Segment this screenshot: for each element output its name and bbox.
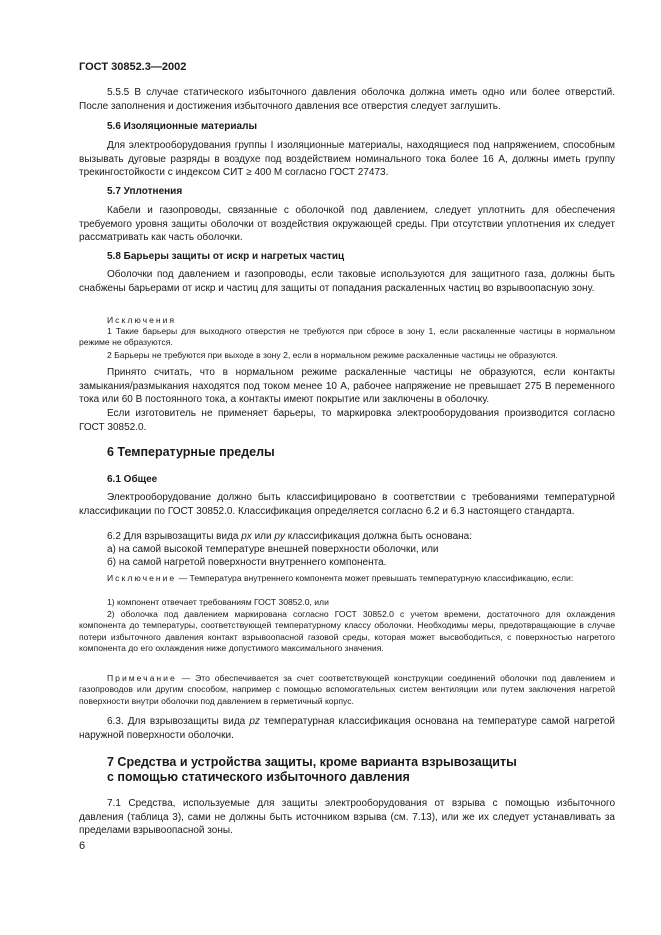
exception-6-2 <box>79 573 615 584</box>
exception-6-2-label: Исключение <box>107 573 177 583</box>
note-6-2 <box>79 673 615 707</box>
paragraph-5-8-c: Если изготовитель не применяет барьеры, то маркировка электрооборудования производится согласно ГОСТ 30852.0. <box>79 408 615 433</box>
note-label: Примечание <box>107 673 177 683</box>
heading-6: 6 Температурные пределы <box>107 445 275 459</box>
paragraph-6-1: Электрооборудование должно быть классифицировано в соответствии с требованиями температурной классификации по ГОСТ 30852.0. Классификация определяется согласно 6.2 и 6.3 настоящего стандарта. <box>79 492 615 517</box>
paragraph-5-8: Оболочки под давлением и газопроводы, если таковые используются для защитного газа, должны быть снабжены барьерами от искр и частиц для защиты от попадания раскаленных частиц во взрывоопасную зону. <box>79 269 615 294</box>
exceptions-label: Исключения <box>107 315 177 325</box>
heading-6-1: 6.1 Общее <box>107 474 158 485</box>
heading-7-line-2: с помощью статического избыточного давления <box>107 770 410 784</box>
exception-6-2-item-2: 2) оболочка под давлением маркирована согласно ГОСТ 30852.0 с учетом времени, достаточного для охлаждения компонента до температуры, соответствующей температурному классу оболочки. Необходимы меры, предотвращающие в случае потери избыточного давления контакт взрывоопасной газовой среды, которая может высвободиться, с поверхностью нагретого компонента до его охлаждения ниже допустимого максимального значения. <box>79 609 615 654</box>
heading-7-line-1: 7 Средства и устройства защиты, кроме варианта взрывозащиты <box>107 755 517 769</box>
note-text: — Это обеспечивается за счет соответствующей конструкции соединений оболочки под давлением и газопроводов или другим способом, например с помощью вспомогательных систем вентиляции или путем заключения нагретой поверхности внутри оболочки под давлением в герметичный корпус. <box>79 673 615 706</box>
paragraph-6-2-b: б) на самой нагретой поверхности внутреннего компонента. <box>107 557 387 568</box>
p62-pre: 6.2 Для взрывозащиты вида <box>107 531 242 542</box>
p62-px: px <box>241 531 252 542</box>
p63-pz: pz <box>249 716 260 727</box>
paragraph-5-5-5: 5.5.5 В случае статического избыточного давления оболочка должна иметь одно или более отверстий. После заполнения и достижения избыточного давления все отверстия следует заглушить. <box>79 87 615 112</box>
paragraph-6-2-a: а) на самой высокой температуре внешней поверхности оболочки, или <box>107 544 439 555</box>
p63-pre: 6.3. Для взрывозащиты вида <box>107 716 250 727</box>
paragraph-5-8-b: Принято считать, что в нормальном режиме раскаленные частицы не образуются, если контакты замыкания/размыкания находятся под током менее 10 А, рабочее напряжение не превышает 275 В переменного тока или 60 В постоянного тока, а контакты имеют покрытие или заключены в оболочку. <box>79 367 615 406</box>
standard-header: ГОСТ 30852.3—2002 <box>79 61 187 73</box>
exception-6-2-text: — Температура внутреннего компонента может превышать температурную классификацию, если: <box>176 573 574 583</box>
paragraph-5-6: Для электрооборудования группы I изоляционные материалы, находящиеся под напряжением, способным вызывать дуговые разряды в воздухе под воздействием номинального тока более 16 А, должны иметь группу трекингостойкости с индексом СИТ ≥ 400 М согласно ГОСТ 27473. <box>79 140 615 179</box>
paragraph-5-7: Кабели и газопроводы, связанные с оболочкой под давлением, следует уплотнить для обеспечения требуемого уровня защиты оболочки от воздействия окружающей среды. При отсутствии уплотнения их следует рассматривать как часть оболочки. <box>79 205 615 244</box>
page-number: 6 <box>79 840 86 852</box>
exception-2: 2 Барьеры не требуются при выходе в зону 2, если в нормальном режиме раскаленные частицы не образуются. <box>107 350 558 360</box>
heading-7 <box>107 755 517 785</box>
exception-6-2-item-1: 1) компонент отвечает требованиям ГОСТ 30852.0, или <box>107 597 329 607</box>
p63-post: температурная классификация основана на температуре самой нагретой наружной поверхности оболочки. <box>79 716 615 741</box>
exception-1: 1 Такие барьеры для выходного отверстия не требуются при сбросе в зону 1, если раскаленные частицы в нормальном режиме не образуются. <box>79 326 615 348</box>
p62-post: классификация должна быть основана: <box>284 531 472 542</box>
heading-5-7: 5.7 Уплотнения <box>107 186 183 197</box>
heading-5-8: 5.8 Барьеры защиты от искр и нагретых частиц <box>107 251 345 262</box>
paragraph-7-1: 7.1 Средства, используемые для защиты электрооборудования от взрыва с помощью избыточного давления (таблица 3), сами не должны быть источником взрыва (см. 7.13), или же их следует устанавливать за пределами взрывоопасной зоны. <box>79 798 615 837</box>
heading-5-6: 5.6 Изоляционные материалы <box>107 121 257 132</box>
paragraph-6-2 <box>79 530 615 544</box>
p62-mid: или <box>251 531 275 542</box>
paragraph-6-3 <box>79 715 615 742</box>
p62-py: py <box>274 531 285 542</box>
